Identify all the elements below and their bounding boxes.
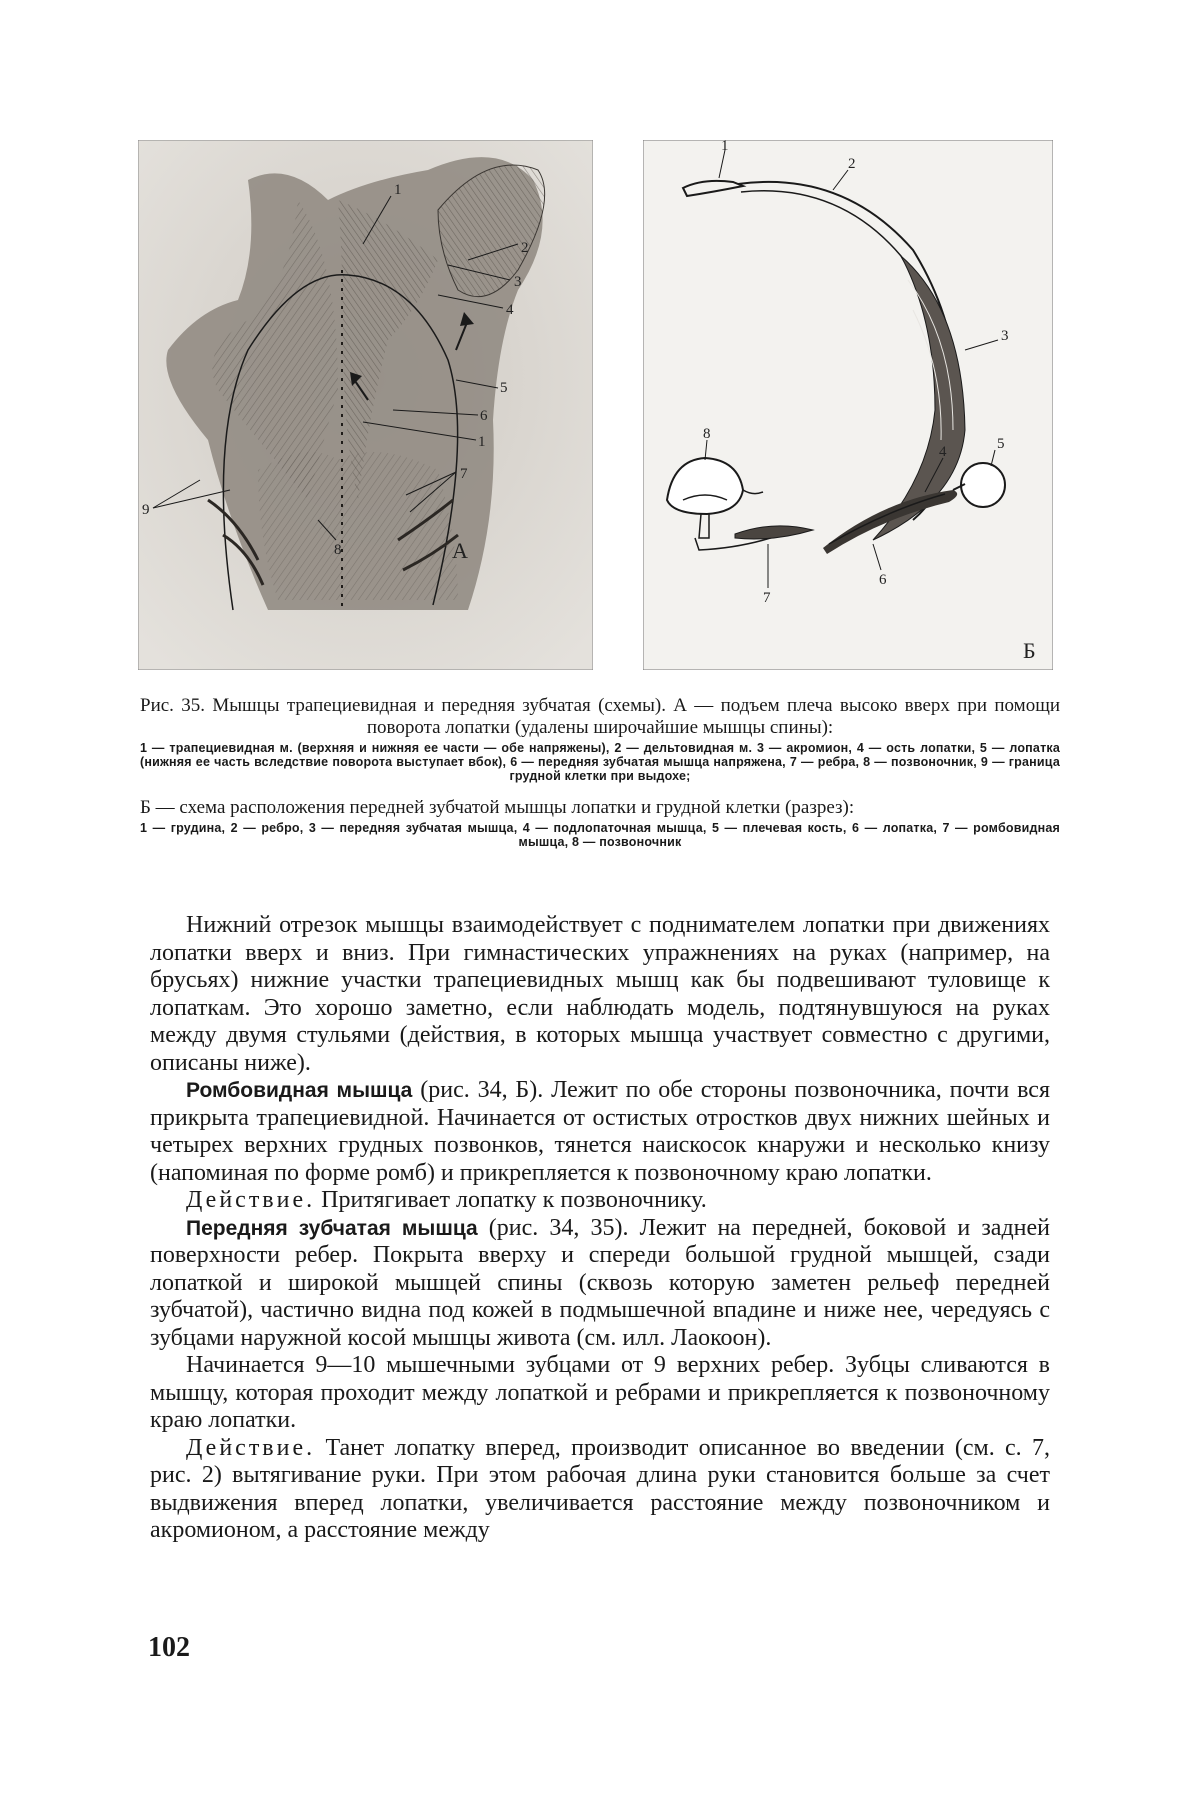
figure-a-label: 3	[514, 274, 522, 290]
figure-a-label: 8	[334, 542, 342, 558]
figure-35	[138, 140, 1053, 680]
figure-b-label: 1	[721, 140, 729, 154]
figure-b-svg	[643, 140, 1053, 670]
term-rhomboid: Ромбовидная мышца	[186, 1079, 413, 1102]
figure-a-label: 2	[521, 240, 529, 256]
figure-a-label: 1	[394, 182, 402, 198]
paragraph-text: (рис. 34, 35). Лежит на передней, боковой и задней поверхности ребер. Покрыта вверху и спереди большой грудной мышцей, сзади лопаткой и широкой мышцей спины (сквозь которую заметен рельеф передней зубчатой), частично видна под кожей в подмышечной впадине и ниже нее, чередуясь с зубцами наружной косой мышцы живота (см. илл. Лаокоон).	[150, 1214, 1051, 1351]
caption-legend-b: 1 — грудина, 2 — ребро, 3 — передняя зубчатая мышца, 4 — подлопаточная мышца, 5 — плечевая кость, 6 — лопатка, 7 — ромбовидная мышца, 8 — позвоночник	[140, 821, 1060, 849]
figure-b-diagram	[643, 140, 1053, 670]
figure-a-label: 5	[500, 380, 508, 396]
figure-b-label: 2	[848, 156, 856, 172]
term-action: Действие.	[186, 1187, 316, 1213]
figure-b-letter: Б	[1023, 638, 1036, 663]
paragraph	[150, 1215, 1050, 1353]
figure-a-svg	[138, 140, 593, 670]
paragraph: Нижний отрезок мышцы взаимодействует с поднимателем лопатки при движениях лопатки вверх и вниз. При гимнастических упражнениях на руках (например, на брусьях) нижние участки трапециевидных мышц как бы подвешивают туловище к лопаткам. Это хорошо заметно, если наблюдать модель, подтянувшуюся на руках между двумя стульями (действия, в которых мышца участвует совместно с другими, описаны ниже).	[150, 912, 1050, 1076]
figure-b-label: 4	[939, 444, 947, 460]
body-text	[150, 912, 1050, 1545]
paragraph-text: Притягивает лопатку к позвоночнику.	[315, 1187, 707, 1213]
figure-b-label: 3	[1001, 328, 1009, 344]
paragraph	[150, 1187, 1050, 1215]
figure-a-label: 1	[478, 434, 486, 450]
figure-a-label: 9	[142, 502, 150, 518]
figure-a-label: 4	[506, 302, 514, 318]
term-action: Действие.	[186, 1434, 316, 1461]
figure-b-label: 7	[763, 590, 771, 606]
figure-a-illustration	[138, 140, 593, 670]
caption-main-b: Б — схема расположения передней зубчатой мышцы лопатки и грудной клетки (разрез):	[140, 797, 855, 818]
figure-a-letter: А	[452, 538, 468, 563]
figure-a-label: 6	[480, 408, 488, 424]
caption-legend-a: 1 — трапециевидная м. (верхняя и нижняя ее части — обе напряжены), 2 — дельтовидная м. 3 — акромион, 4 — ость лопатки, 5 — лопатка (нижняя ее часть вследствие поворота выступает вбок), 6 — передняя зубчатая мышца напряжена, 7 — ребра, 8 — позвоночник, 9 — граница грудной клетки при выдохе;	[140, 741, 1060, 783]
paragraph: Начинается 9—10 мышечными зубцами от 9 верхних ребер. Зубцы сливаются в мышцу, которая проходит между лопаткой и ребрами и прикрепляется к позвоночному краю лопатки.	[150, 1352, 1050, 1433]
figure-a-label: 7	[460, 466, 468, 482]
figure-b-label: 8	[703, 426, 711, 442]
caption-main-text: Мышцы трапециевидная и передняя зубчатая (схемы). А — подъем плеча высоко вверх при помощи поворота лопатки (удалены широчайшие мышцы спины):	[212, 695, 1061, 738]
paragraph	[150, 1077, 1050, 1187]
paragraph-text: (рис. 34, Б). Лежит по обе стороны позвоночника, почти вся прикрыта трапециевидной. Начинается от остистых отростков двух нижних шейных и четырех верхних грудных позвонков, тянется наискосок кнаружи и несколько книзу (напоминая по форме ромб) и прикрепляется к позвоночному краю лопатки.	[150, 1077, 1050, 1186]
page-number: 102	[148, 1632, 190, 1663]
paragraph-text: Танет лопатку вперед, производит описанное во введении (см. с. 7, рис. 2) вытягивание руки. При этом рабочая длина руки становится больше за счет выдвижения вперед лопатки, увеличивается расстояние между позвоночником и акромионом, а расстояние между	[150, 1434, 1050, 1543]
figure-caption	[140, 695, 1060, 849]
caption-prefix: Рис. 35.	[140, 695, 205, 716]
term-serratus: Передняя зубчатая мышца	[186, 1216, 478, 1240]
figure-b-label: 5	[997, 436, 1005, 452]
caption-main	[140, 695, 1060, 739]
paragraph	[150, 1435, 1050, 1545]
figure-b-label: 6	[879, 572, 887, 588]
